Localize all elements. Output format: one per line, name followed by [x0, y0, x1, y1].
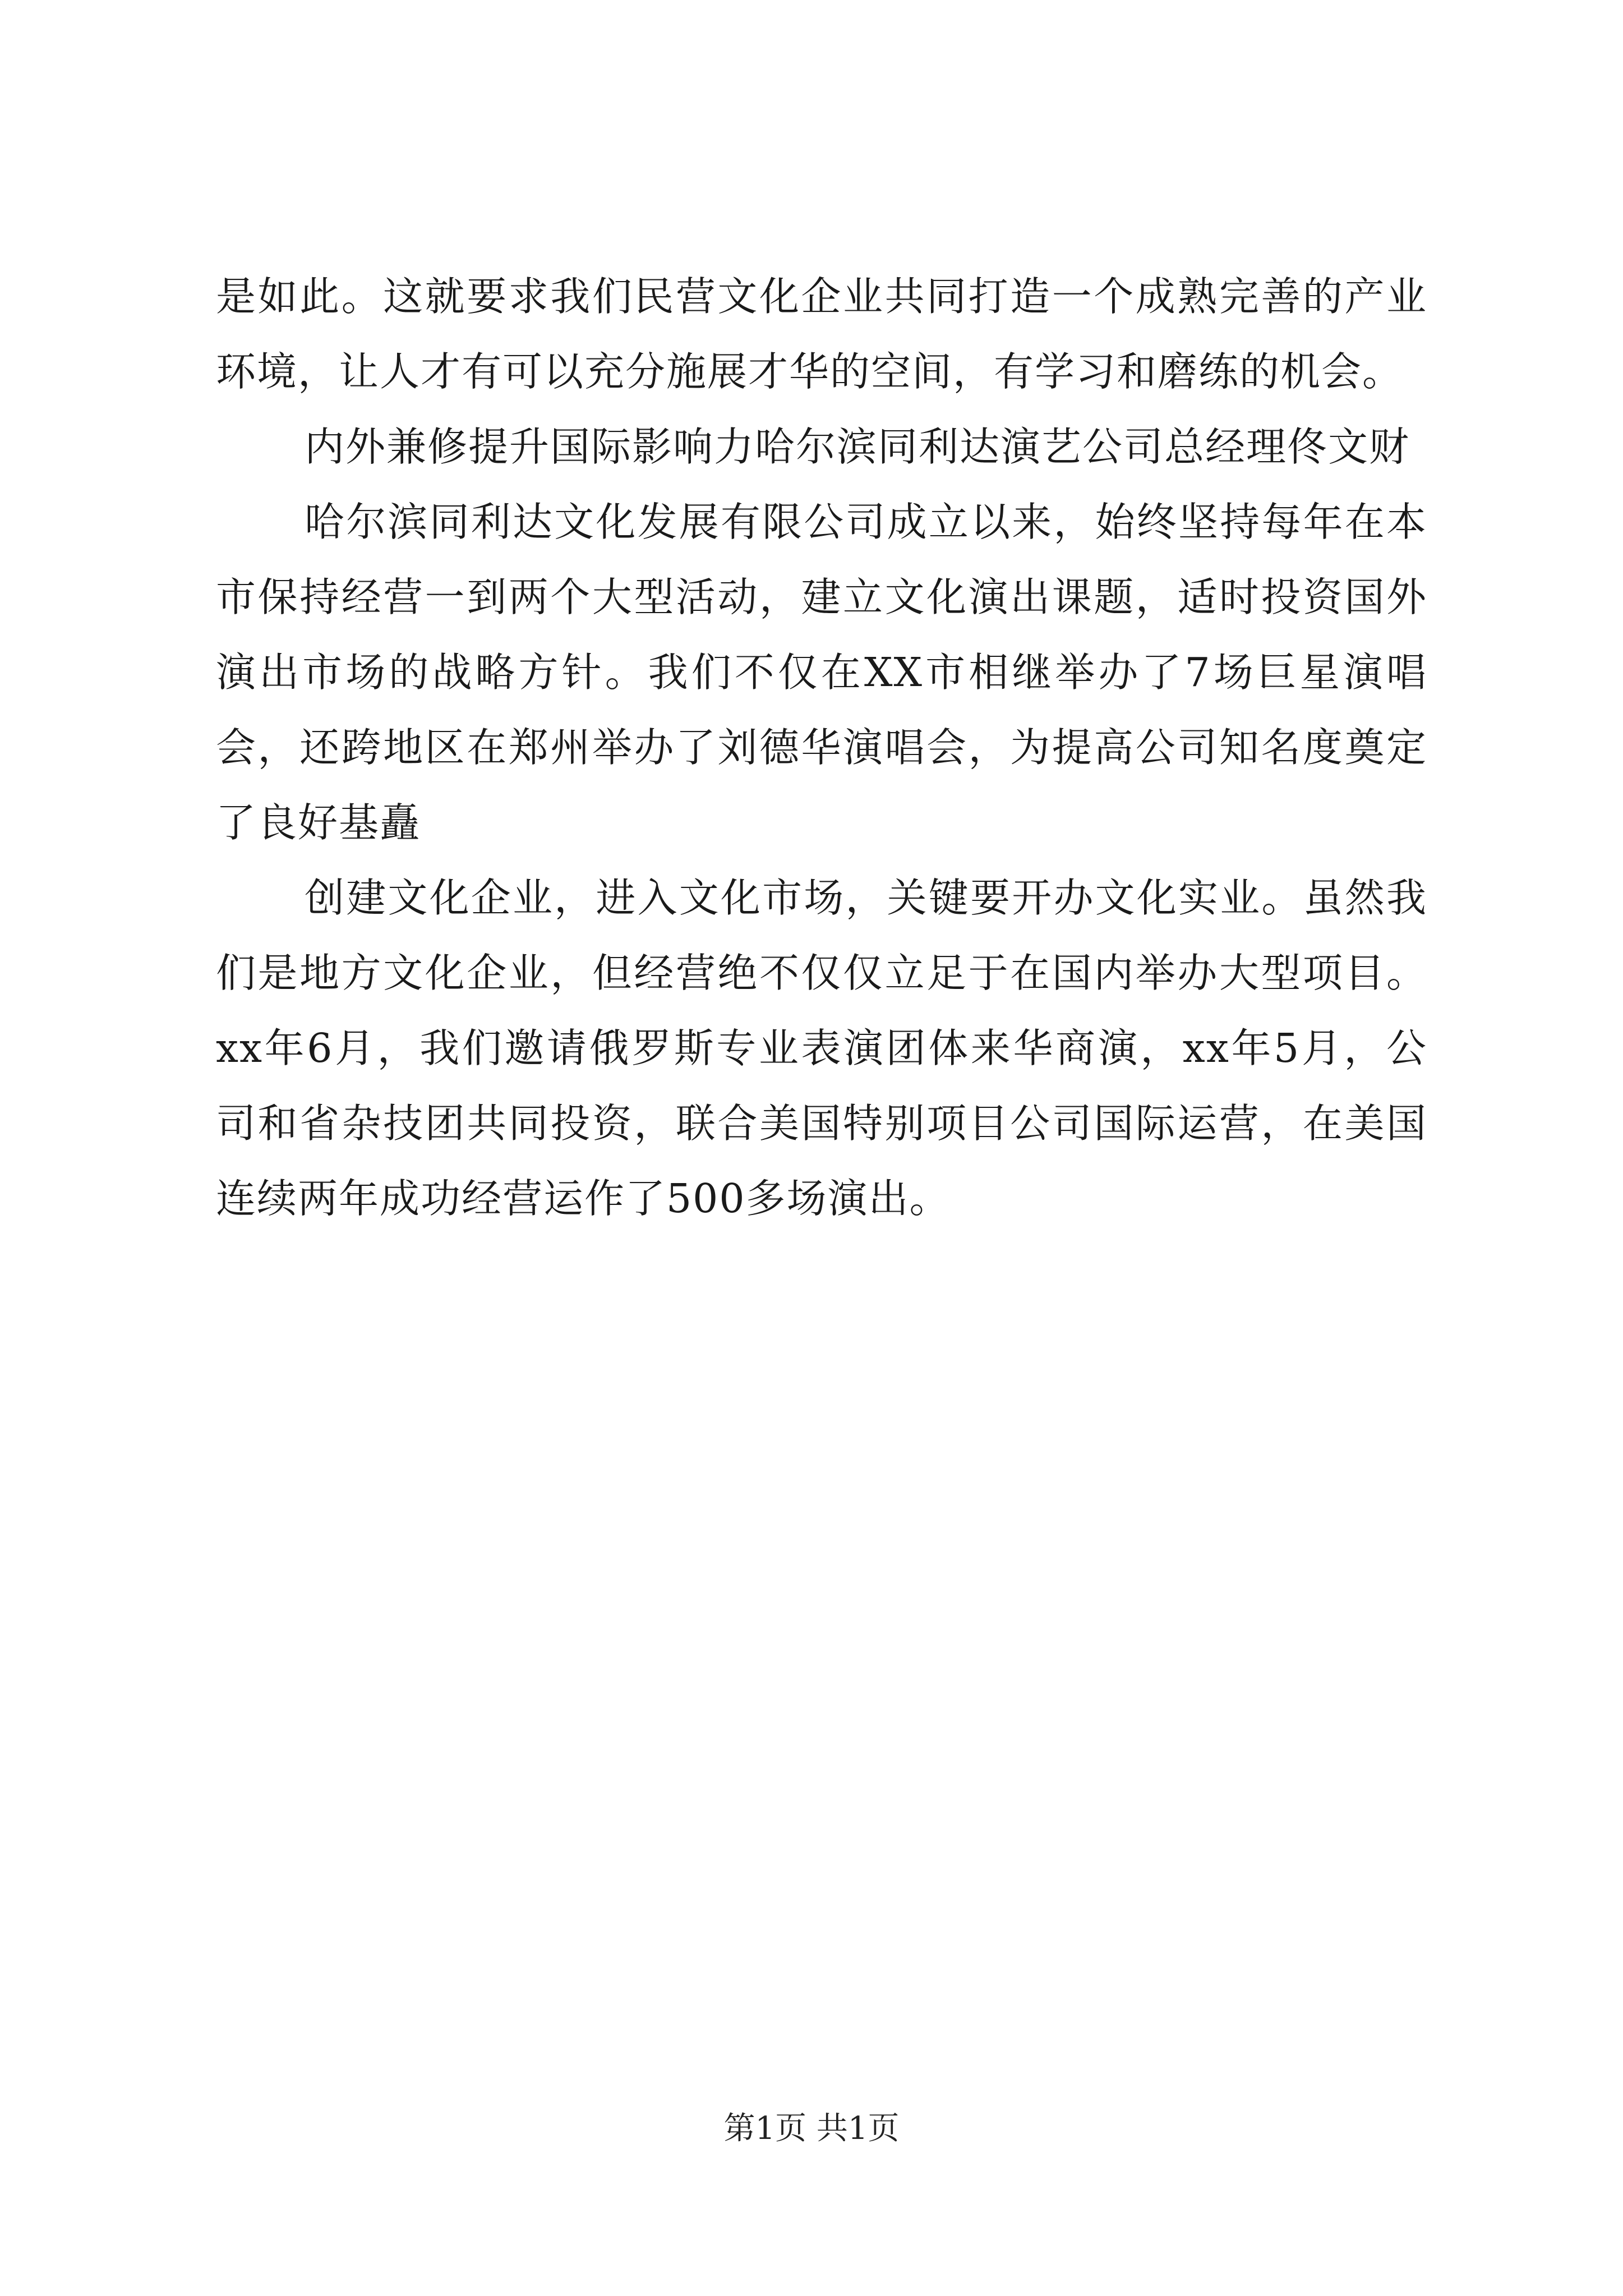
document-body — [216, 259, 1427, 1236]
paragraph-continuation: 是如此。这就要求我们民营文化企业共同打造一个成熟完善的产业环境，让人才有可以充分施展才华的空间，有学习和磨练的机会。 — [216, 273, 1427, 395]
section-heading: 内外兼修提升国际影响力哈尔滨同利达演艺公司总经理佟文财 — [305, 424, 1410, 470]
page-footer: 第1页 共1页 — [723, 2110, 900, 2147]
paragraph: 哈尔滨同利达文化发展有限公司成立以来，始终坚持每年在本市保持经营一到两个大型活动，建立文化演出课题，适时投资国外演出市场的战略方针。我们不仅在XX市相继举办了7场巨星演唱会，还跨地区在郑州举办了刘德华演唱会，为提高公司知名度奠定了良好基矗 — [216, 499, 1427, 846]
paragraph: 创建文化企业，进入文化市场，关键要开办文化实业。虽然我们是地方文化企业，但经营绝不仅仅立足于在国内举办大型项目。xx年6月，我们邀请俄罗斯专业表演团体来华商演，xx年5月，公司和省杂技团共同投资，联合美国特别项目公司国际运营，在美国连续两年成功经营运作了500多场演出。 — [216, 875, 1427, 1222]
